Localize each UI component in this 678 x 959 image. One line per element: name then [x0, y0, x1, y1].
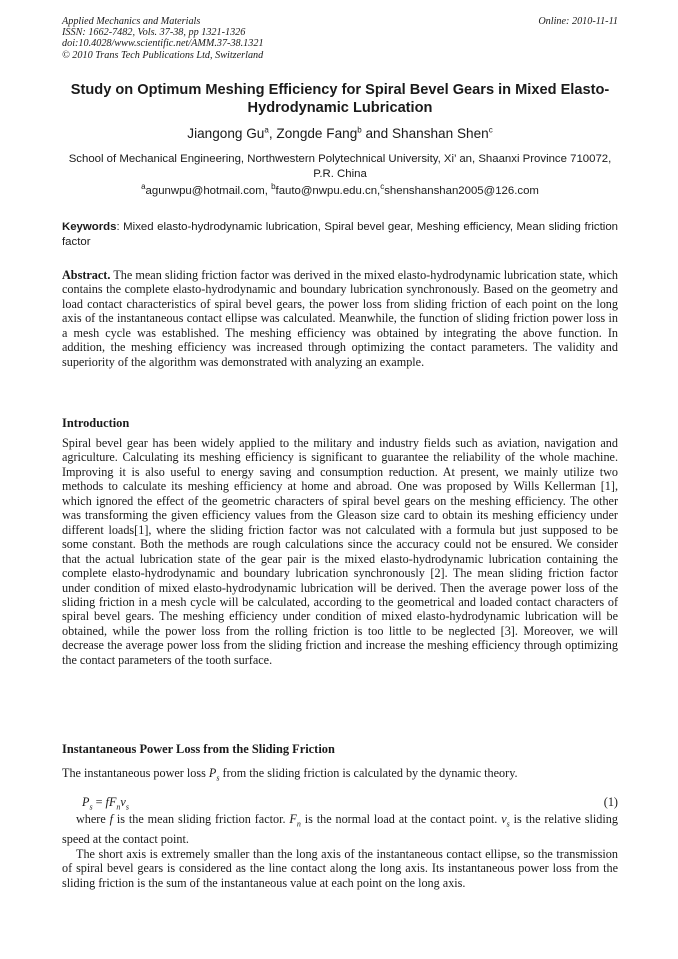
email-mark: c — [380, 182, 385, 192]
abstract — [62, 268, 618, 369]
section-heading: Instantaneous Power Loss from the Sliding Friction — [62, 742, 335, 756]
author-affil-mark: b — [357, 125, 362, 135]
equation-1 — [62, 795, 618, 811]
text-run: is the normal load at the contact point. — [300, 812, 502, 826]
equation-body — [82, 795, 129, 811]
abstract-text: The mean sliding friction factor was derived in the mixed elasto-hydrodynamic lubrication state, which contains the complete elasto-hydrodynamic and boundary lubrication synchronously. Based on the geometry and load contact characteristics of spiral bevel gears, the power loss from sliding friction of each point on the long axis of the instantaneous contact ellipse was calculated. Meanwhile, the function of sliding friction power loss in a mesh cycle was established. The meshing efficiency was obtained by integrating the above function. In addition, the meshing efficiency was increased through optimizing the contact parameters. The validity and superiority of the algorithm was demonstrated with analyzing an example. — [62, 268, 618, 369]
email-address[interactable]: shenshanshan2005@126.com — [384, 185, 539, 197]
math-operator: = — [92, 795, 106, 809]
author-affil-mark: a — [264, 125, 269, 135]
keywords-text: : Mixed elasto-hydrodynamic lubrication, Spiral bevel gear, Meshing efficiency, Mean sliding friction factor — [62, 221, 618, 248]
text-run: where — [76, 812, 110, 826]
math-symbol: F — [108, 795, 117, 809]
issn-line: ISSN: 1662-7482, Vols. 37-38, pp 1321-1326 — [62, 27, 246, 39]
text-run: from the sliding friction is calculated by the dynamic theory. — [219, 766, 518, 780]
text-run: The instantaneous power loss — [62, 766, 209, 780]
math-subscript: s — [125, 802, 129, 812]
email-separator: , — [264, 185, 272, 197]
author-name: Shanshan Shen — [391, 126, 489, 141]
math-symbol: P — [82, 795, 90, 809]
math-symbol: P — [208, 766, 217, 780]
author-name: Zongde Fang — [276, 126, 358, 141]
author-list — [62, 126, 618, 142]
online-date: Online: 2010-11-11 — [538, 16, 618, 27]
math-subscript: n — [296, 819, 301, 829]
abstract-label: Abstract. — [62, 268, 111, 282]
math-var — [208, 766, 220, 783]
math-symbol: f — [109, 812, 114, 826]
keywords-label: Keywords — [62, 221, 117, 233]
email-separator: , — [377, 185, 381, 197]
author-separator: and — [361, 126, 392, 141]
journal-header — [62, 16, 618, 61]
text-run: is the relative sliding speed at the contact point. — [62, 812, 618, 846]
keywords — [62, 220, 618, 249]
email-mark: a — [141, 182, 146, 192]
math-symbol: v — [501, 812, 507, 826]
author-separator: , — [268, 126, 277, 141]
math-var — [501, 812, 510, 829]
email-address[interactable]: agunwpu@hotmail.com — [145, 185, 265, 197]
journal-name: Applied Mechanics and Materials — [62, 16, 201, 27]
equation-explanation — [62, 812, 618, 846]
doi-line: doi:10.4028/www.scientific.net/AMM.37-38.1321 — [62, 38, 264, 50]
math-subscript: n — [116, 802, 121, 812]
introduction-text: Spiral bevel gear has been widely applied to the military and industry fields such as aviation, navigation and agriculture. Calculating its meshing efficiency is significant to guarantee the reliability of the whole machine. Improving it is also useful to energy saving and consumption reduction. At present, we mainly utilize two methods to calculate its meshing efficiency at home and abroad. One was proposed by Wills Kellerman [1], which ignored the effect of the geometric characters of spiral bevel gears on the meshing efficiency. The other was transforming the given efficiency values from the Gleason size card to obtain its meshing efficiency under different loads[1], where the sliding friction factor was not calculated with a formula but just supposed to be some constant. Both the methods are rough calculations since the accuracy could not be ensured. We consider that the actual lubrication state of the gear pair is the mixed elasto-hydrodynamic lubrication containing the complete elasto-hydrodynamic and boundary lubrication synchronously [2]. The mean sliding friction factor under condition of mixed elasto-hydrodynamic lubrication will be derived. Then the average power loss of the sliding friction in a mesh cycle will be calculated, according to the geometrical and loaded contact characters of spiral bevel gears. The meshing efficiency under condition of mixed elasto-hydrodynamic lubrication will be obtained, while the power loss from the rolling friction is too little to be neglected [3]. Moreover, we will decrease the average power loss from the sliding friction and increase the meshing efficiency through optimizing the contact parameters of the tooth surface. — [62, 436, 618, 667]
text-run: is the mean sliding friction factor. — [113, 812, 290, 826]
paragraph: The short axis is extremely smaller than the long axis of the instantaneous contact ellipse, so the transmission of spiral bevel gears is considered as the line contact along the long axis. Its instantaneous power loss from the sliding friction is the sum of the instantaneous value at each point on the long axis. — [62, 847, 618, 890]
copyright-line: © 2010 Trans Tech Publications Ltd, Switzerland — [62, 49, 264, 61]
equation-number: (1) — [603, 795, 618, 809]
math-symbol: f — [105, 795, 109, 809]
affiliation: School of Mechanical Engineering, Northwestern Polytechnical University, Xi’ an, Shaanxi Province 710072, P.R. China — [68, 153, 612, 180]
math-subscript: s — [506, 819, 510, 829]
math-subscript: s — [216, 773, 220, 783]
math-symbol: v — [120, 795, 126, 809]
math-subscript: s — [89, 802, 93, 812]
author-name: Jiangong Gu — [187, 126, 265, 141]
email-mark: b — [271, 182, 276, 192]
section-intro — [62, 766, 618, 786]
introduction-heading: Introduction — [62, 416, 130, 430]
email-list — [62, 184, 618, 198]
email-address[interactable]: fauto@nwpu.edu.cn — [275, 185, 378, 197]
math-symbol: F — [289, 812, 297, 826]
math-var — [289, 812, 301, 829]
paper-title: Study on Optimum Meshing Efficiency for Spiral Bevel Gears in Mixed Elasto-Hydrodynamic Lubrication — [70, 82, 610, 116]
author-affil-mark: c — [488, 125, 493, 135]
